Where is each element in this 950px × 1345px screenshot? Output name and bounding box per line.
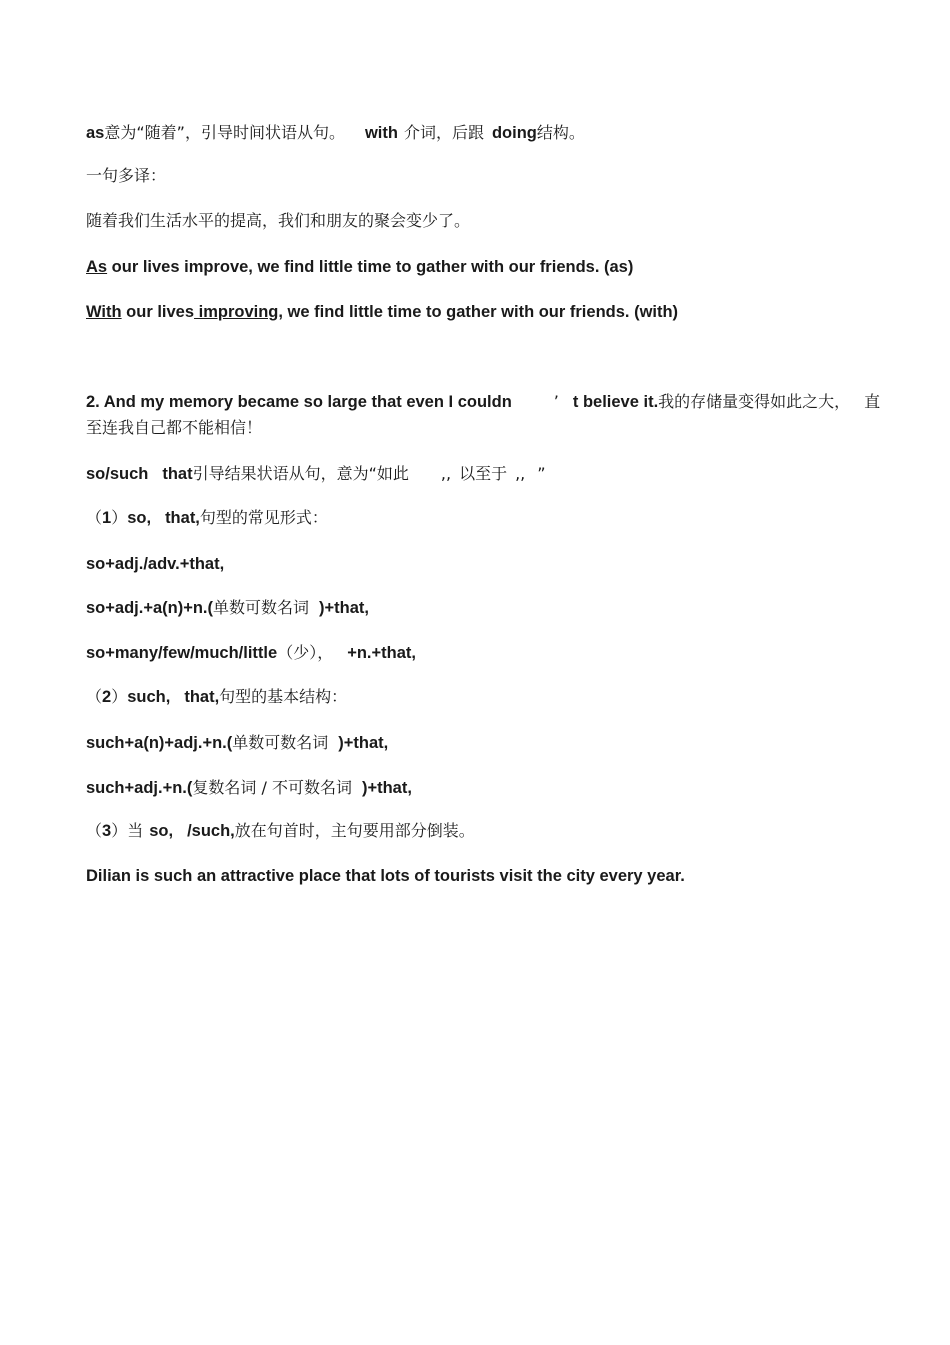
note-text: 介词，后跟 [403, 123, 484, 142]
underlined-with: With [86, 303, 122, 321]
translation-text: our lives improve, we find little time to gather with our friends. (as) [107, 258, 634, 276]
formula-4 [86, 733, 388, 753]
section-label: 一句多译： [86, 166, 167, 185]
formula-note: （少）， [277, 643, 334, 662]
rule-text: 以至于 [459, 464, 508, 483]
point-number: 3 [102, 822, 112, 840]
keyword-with: with [364, 124, 398, 142]
example-sentence: Dilian is such an attractive place that lots of tourists visit the city every year. [86, 867, 685, 885]
point-number: 2 [102, 688, 112, 706]
point-1 [86, 508, 328, 528]
example-chinese: 我的存储量变得如此之大， [658, 392, 851, 411]
rule-text: 引导结果状语从句，意为“如此 [192, 464, 409, 483]
point-text: 句型的常见形式： [199, 508, 328, 527]
example-english: 2. And my memory became so large that even I couldn [86, 393, 512, 411]
keyword-that: that, [165, 509, 200, 527]
chinese-sentence: 随着我们生活水平的提高，我们和朋友的聚会变少了。 [86, 211, 471, 230]
apostrophe: ’ [553, 392, 559, 411]
note-as-with [86, 123, 585, 143]
paren: ） [111, 687, 128, 706]
paren: （ [86, 821, 103, 840]
formula-part: )+that, [338, 734, 389, 752]
formula-part: so+many/few/much/little [86, 644, 278, 662]
formula-1: so+adj./adv.+that, [86, 555, 225, 573]
formula-part: +n.+that, [347, 644, 416, 662]
translation-with [86, 302, 678, 322]
ellipsis: ,, [515, 464, 526, 483]
paren: （ [86, 687, 103, 706]
paren: ） [111, 508, 128, 527]
translation-as [86, 257, 633, 277]
keyword-so: so, [127, 509, 152, 527]
quote-mark: ” [537, 464, 546, 483]
note-text: 结构。 [536, 123, 585, 142]
translation-text: our lives [121, 303, 195, 321]
note-text: 意为“随着”，引导时间状语从句。 [104, 123, 345, 142]
keyword-so-such: so/such [86, 465, 149, 483]
formula-3 [86, 643, 416, 663]
translation-text: , we find little time to gather with our friends. (with) [278, 303, 679, 321]
formula-note: 单数可数名词 [232, 733, 329, 752]
so-such-rule [86, 464, 546, 484]
keyword-doing: doing [491, 124, 537, 142]
example-2 [86, 392, 880, 412]
paren: ）当 [111, 821, 144, 840]
formula-part: so+adj.+a(n)+n.( [86, 599, 213, 617]
point-text: 放在句首时，主句要用部分倒装。 [234, 821, 475, 840]
ellipsis: ,, [440, 464, 452, 483]
keyword-so: so, [149, 822, 174, 840]
keyword-that: that [162, 465, 193, 483]
point-text: 句型的基本结构： [219, 687, 348, 706]
keyword-such: /such, [187, 822, 235, 840]
underlined-as: As [86, 258, 108, 276]
point-2 [86, 687, 347, 707]
keyword-such: such, [127, 688, 171, 706]
formula-part: )+that, [361, 779, 412, 797]
example-chinese-cont: 至连我自己都不能相信！ [86, 418, 263, 437]
paren: （ [86, 508, 103, 527]
point-number: 1 [102, 509, 112, 527]
formula-note: 复数名词 / 不可数名词 [192, 778, 352, 797]
example-chinese: 直 [864, 392, 881, 411]
keyword-as: as [86, 124, 105, 142]
formula-part: such+adj.+n.( [86, 779, 193, 797]
formula-5 [86, 778, 412, 798]
example-english: t believe it. [572, 393, 659, 411]
underlined-improving: improving [194, 303, 279, 321]
formula-part: such+a(n)+adj.+n.( [86, 734, 233, 752]
keyword-that: that, [184, 688, 220, 706]
formula-2 [86, 598, 369, 618]
point-3 [86, 821, 475, 841]
formula-note: 单数可数名词 [213, 598, 310, 617]
formula-part: )+that, [319, 599, 369, 617]
